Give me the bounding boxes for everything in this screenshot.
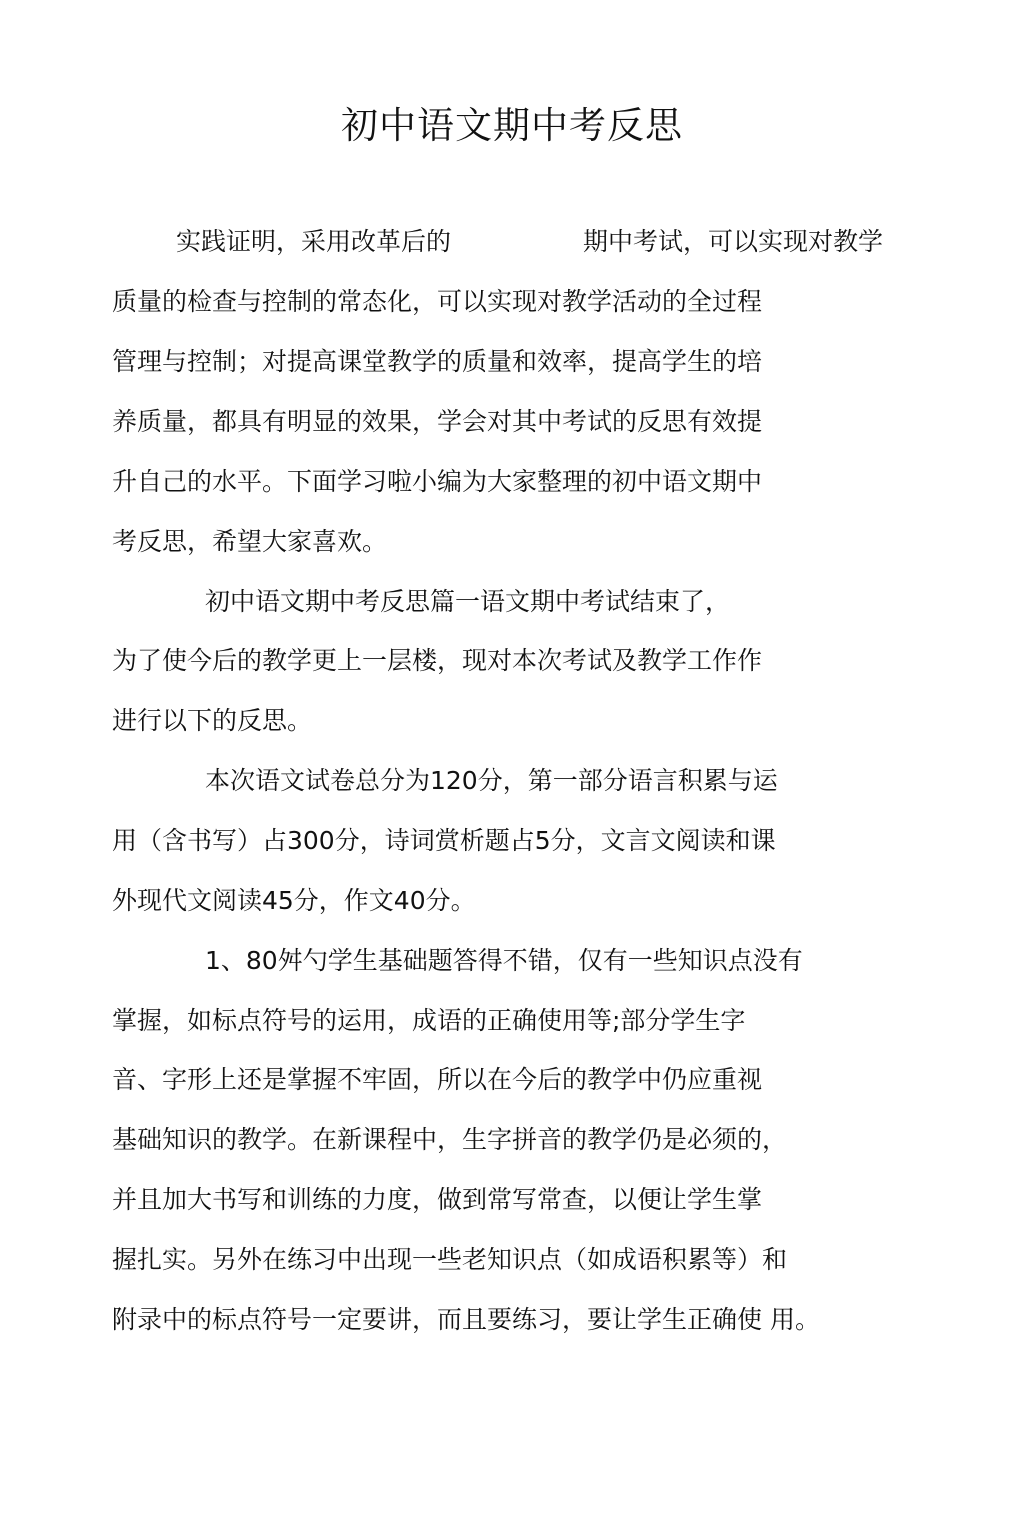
paragraph-line: 考反思，希望大家喜欢。 [112, 527, 388, 556]
paragraph-line: 音、字形上还是掌握不牢固，所以在今后的教学中仍应重视 [112, 1065, 763, 1094]
paragraph-line: 质量的检查与控制的常态化，可以实现对教学活动的全过程 [112, 287, 763, 316]
paragraph-line: 初中语文期中考反思篇一语文期中考试结束了， [205, 587, 731, 616]
line-text-part: 实践证明，采用改革后的 [176, 227, 452, 256]
paragraph-line: 并且加大书写和训练的力度，做到常写常查，以便让学生掌 [112, 1185, 763, 1214]
paragraph-line: 基础知识的教学。在新课程中，生字拼音的教学仍是必须的， [112, 1125, 788, 1154]
paragraph-line: 附录中的标点符号一定要讲，而且要练习，要让学生正确使 用。 [112, 1305, 820, 1334]
paragraph-line: 进行以下的反思。 [112, 706, 313, 735]
paragraph-line [583, 224, 883, 260]
line-text-part: 期中考试，可以实现对教学 [583, 227, 884, 256]
paragraph-line: 为了使今后的教学更上一层楼，现对本次考试及教学工作作 [112, 646, 763, 675]
paragraph-line: 握扎实。另外在练习中出现一些老知识点（如成语积累等）和 [112, 1245, 788, 1274]
document-title: 初中语文期中考反思 [341, 104, 683, 147]
paragraph-line [176, 224, 451, 260]
paragraph-line: 掌握，如标点符号的运用，成语的正确使用等;部分学生字 [112, 1006, 746, 1035]
paragraph-line: 本次语文试卷总分为120分，第一部分语言积累与运 [205, 766, 778, 795]
paragraph-line: 用（含书写）占300分，诗词赏析题占5分，文言文阅读和课 [112, 826, 776, 855]
paragraph-line: 升自己的水平。下面学习啦小编为大家整理的初中语文期中 [112, 467, 763, 496]
paragraph-line: 管理与控制；对提高课堂教学的质量和效率，提高学生的培 [112, 347, 763, 376]
paragraph-line: 外现代文阅读45分，作文40分。 [112, 886, 476, 915]
paragraph-line: 1、80舛勺学生基础题答得不错，仅有一些知识点没有 [205, 946, 803, 975]
paragraph-line: 养质量，都具有明显的效果，学会对其中考试的反思有效提 [112, 407, 763, 436]
